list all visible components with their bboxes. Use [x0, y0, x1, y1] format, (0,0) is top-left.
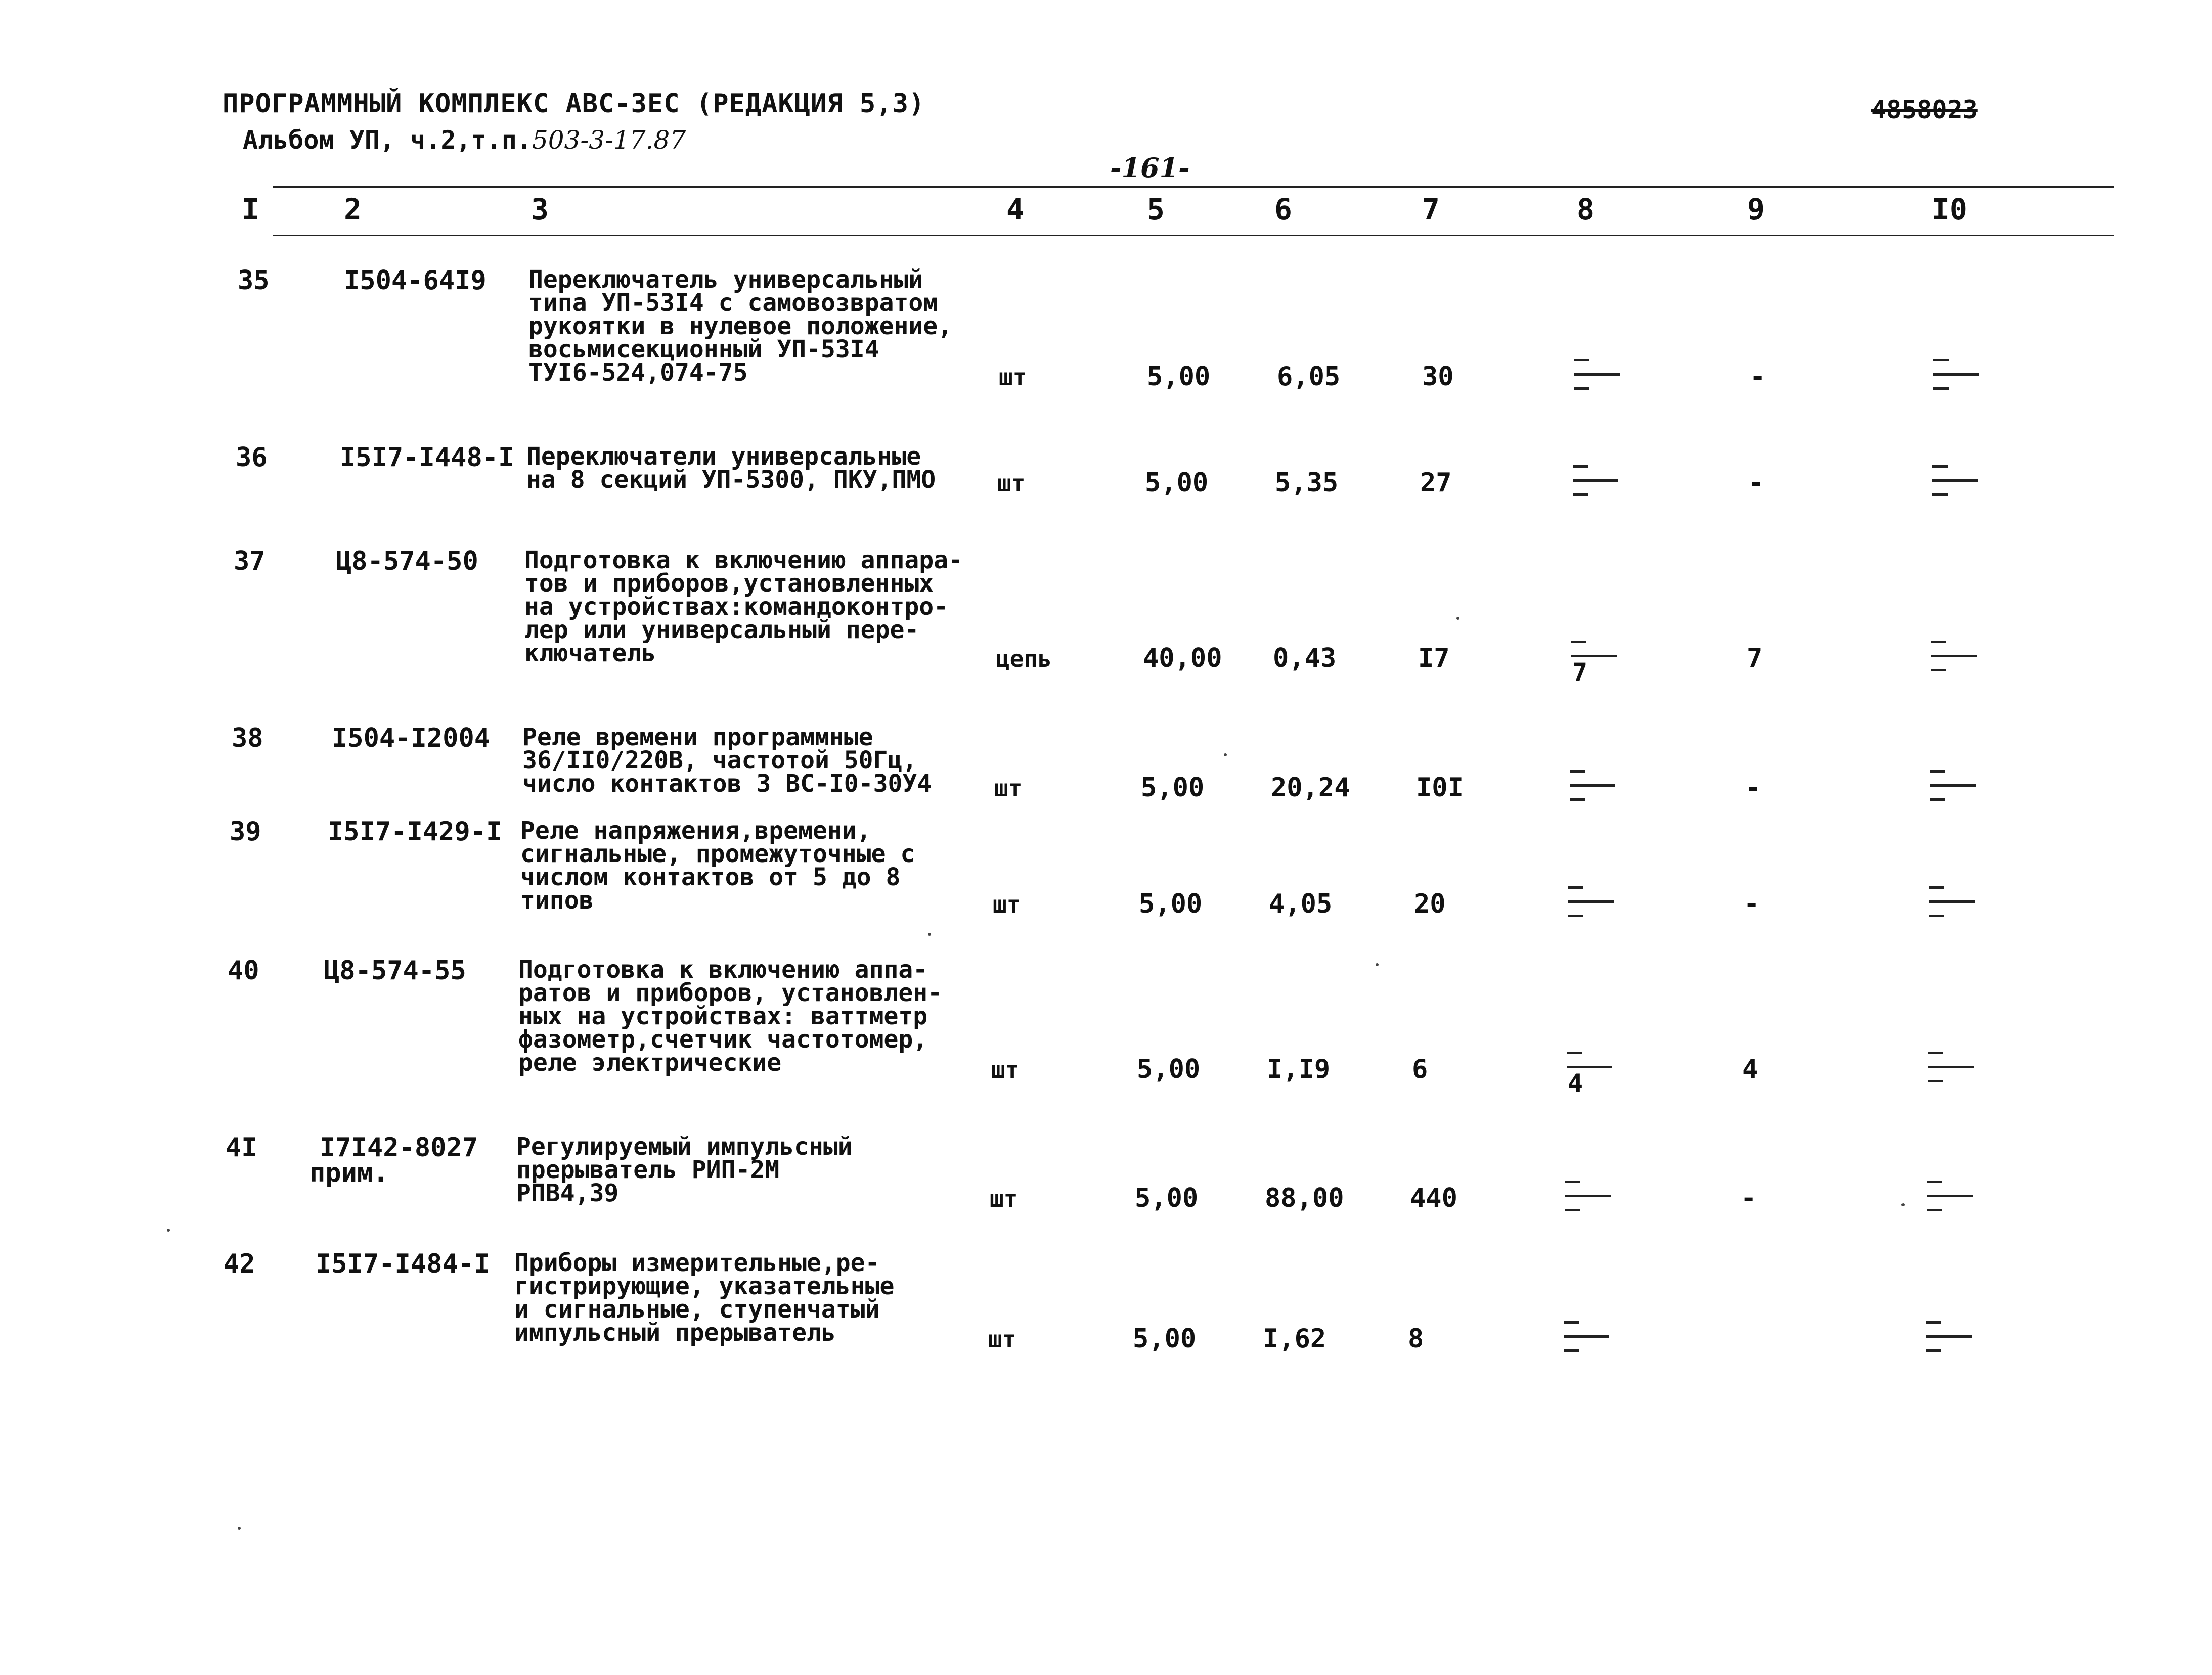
description-line: ных на устройствах: ваттметр	[518, 1002, 928, 1030]
scan-speck	[928, 933, 931, 936]
col-8-fraction-mark	[1564, 881, 1615, 937]
value-col-9: -	[1745, 773, 1761, 803]
program-complex-heading: ПРОГРАММНЫЙ КОМПЛЕКС АВС-3ЕС (РЕДАКЦИЯ 5,3)	[223, 88, 925, 119]
dash-stroke	[1567, 1066, 1612, 1068]
dash-stroke	[1930, 798, 1945, 801]
item-description	[524, 546, 980, 667]
col-10-fraction-mark	[1924, 1047, 1975, 1102]
value-col-5: 5,00	[1133, 1324, 1197, 1354]
dash-stroke	[1574, 387, 1589, 390]
dash-stroke	[1573, 465, 1588, 468]
item-description	[516, 1135, 971, 1205]
description-line: и сигнальные, ступенчатый	[514, 1295, 880, 1324]
description-line: РПВ4,39	[516, 1179, 619, 1207]
col-8-fraction-mark	[1570, 354, 1621, 410]
row-number: 38	[232, 723, 263, 753]
dash-stroke	[1568, 915, 1583, 917]
value-col-6: 0,43	[1273, 643, 1337, 673]
dash-stroke	[1930, 784, 1976, 787]
dash-stroke	[1926, 1349, 1941, 1352]
col-10-fraction-mark	[1929, 354, 1980, 410]
dash-stroke	[1565, 1209, 1580, 1211]
dash-stroke	[1574, 373, 1620, 376]
description-line: прерыватель РИП-2М	[516, 1156, 780, 1184]
value-col-7: I0I	[1416, 773, 1464, 803]
dash-stroke	[1564, 1349, 1579, 1352]
col-header-5: 5	[1147, 192, 1165, 227]
value-col-5: 5,00	[1147, 361, 1211, 392]
item-code: I5I7-I484-I	[316, 1249, 490, 1279]
value-col-7: I7	[1418, 643, 1450, 673]
item-code: I504-I2004	[332, 723, 491, 753]
dash-stroke	[1570, 798, 1585, 801]
dash-stroke	[1931, 655, 1977, 657]
value-col-5: 5,00	[1139, 889, 1203, 919]
scan-speck	[238, 1527, 241, 1530]
col-10-fraction-mark	[1927, 636, 1978, 691]
description-line: ратов и приборов, установлен-	[518, 979, 943, 1007]
col-header-6: 6	[1274, 192, 1292, 227]
description-line: Переключатели универсальные	[526, 442, 921, 471]
dash-stroke	[1929, 900, 1975, 903]
col-8-value: 4	[1568, 1069, 1583, 1098]
dash-stroke	[1930, 770, 1945, 773]
table-header-rule	[273, 235, 2114, 236]
col-10-fraction-mark	[1922, 1316, 1973, 1372]
dash-stroke	[1932, 479, 1978, 482]
row-number: 40	[228, 956, 259, 986]
album-reference	[243, 125, 686, 155]
dash-stroke	[1933, 373, 1979, 376]
description-line: сигнальные, промежуточные с	[520, 840, 915, 868]
dash-stroke	[1931, 669, 1946, 671]
item-description	[518, 956, 974, 1077]
description-line: Реле напряжения,времени,	[520, 817, 871, 845]
description-line: лер или универсальный пере-	[524, 616, 919, 644]
col-8-fraction-mark	[1560, 1316, 1610, 1372]
col-header-8: 8	[1577, 192, 1595, 227]
col-header-4: 4	[1006, 192, 1024, 227]
dash-stroke	[1570, 784, 1615, 787]
unit-of-measure: шт	[999, 364, 1027, 391]
value-col-7: 30	[1422, 361, 1454, 392]
page-number: -161-	[1110, 152, 1190, 184]
unit-of-measure: шт	[991, 1056, 1020, 1083]
dash-stroke	[1929, 915, 1944, 917]
dash-stroke	[1932, 465, 1948, 468]
value-col-7: 27	[1420, 468, 1452, 498]
col-10-fraction-mark	[1925, 881, 1976, 937]
row-number: 35	[238, 265, 270, 296]
description-line: на устройствах:командоконтро-	[524, 593, 949, 621]
description-line: Подготовка к включению аппара-	[524, 546, 963, 574]
dash-stroke	[1567, 1052, 1582, 1054]
value-col-9: -	[1744, 889, 1760, 919]
item-code: I504-64I9	[344, 265, 486, 296]
value-col-5: 5,00	[1137, 1054, 1201, 1084]
album-reference-prefix: Альбом УП, ч.2,т.п.	[243, 125, 532, 155]
value-col-5: 5,00	[1141, 773, 1205, 803]
unit-of-measure: шт	[988, 1326, 1016, 1353]
dash-stroke	[1568, 900, 1614, 903]
dash-stroke	[1926, 1321, 1941, 1324]
value-col-5: 5,00	[1135, 1183, 1199, 1213]
description-line: рукоятки в нулевое положение,	[528, 312, 953, 340]
item-description	[528, 265, 984, 387]
item-code-note: прим.	[309, 1158, 389, 1188]
description-line: 36/II0/220В, частотой 50Гц,	[522, 746, 917, 775]
value-col-9: 4	[1742, 1054, 1758, 1084]
value-col-7: 6	[1412, 1054, 1428, 1084]
scan-speck	[1456, 617, 1459, 620]
description-line: Переключатель универсальный	[528, 265, 923, 294]
document-number: 4858023	[1871, 95, 1978, 124]
value-col-9: -	[1750, 361, 1766, 392]
col-8-value: 7	[1572, 658, 1588, 687]
dash-stroke	[1571, 641, 1586, 643]
description-line: тов и приборов,установленных	[524, 569, 934, 598]
col-10-fraction-mark	[1923, 1175, 1974, 1231]
item-code: I5I7-I429-I	[328, 817, 502, 847]
description-line: Регулируемый импульсный	[516, 1133, 853, 1161]
dash-stroke	[1931, 641, 1946, 643]
description-line: ТУI6-524,074-75	[528, 358, 748, 387]
item-code: Ц8-574-55	[324, 956, 466, 986]
scan-speck	[167, 1229, 170, 1232]
value-col-6: I,62	[1263, 1324, 1326, 1354]
dash-stroke	[1574, 359, 1589, 361]
dash-stroke	[1927, 1181, 1942, 1183]
dash-stroke	[1573, 493, 1588, 496]
col-8-fraction-mark	[1567, 636, 1618, 691]
unit-of-measure: шт	[997, 470, 1026, 497]
col-header-1: I	[242, 192, 259, 227]
value-col-6: I,I9	[1267, 1054, 1331, 1084]
item-code: I7I42-8027	[320, 1133, 478, 1163]
value-col-7: 8	[1408, 1324, 1424, 1354]
dash-stroke	[1564, 1335, 1609, 1338]
scan-speck	[1901, 1203, 1905, 1206]
col-8-fraction-mark	[1563, 1047, 1613, 1102]
dash-stroke	[1573, 479, 1618, 482]
description-line: числом контактов от 5 до 8	[520, 863, 901, 891]
row-number: 42	[224, 1249, 255, 1279]
dash-stroke	[1570, 770, 1585, 773]
item-description	[520, 817, 976, 915]
dash-stroke	[1565, 1195, 1611, 1197]
description-line: число контактов 3 ВС-I0-30У4	[522, 769, 932, 798]
dash-stroke	[1933, 387, 1949, 390]
description-line: Приборы измерительные,ре-	[514, 1249, 880, 1277]
value-col-5: 5,00	[1145, 468, 1209, 498]
value-col-6: 6,05	[1277, 361, 1341, 392]
dash-stroke	[1927, 1209, 1942, 1211]
value-col-7: 440	[1410, 1183, 1457, 1213]
col-header-7: 7	[1422, 192, 1440, 227]
row-number: 4I	[226, 1133, 257, 1163]
value-col-6: 88,00	[1265, 1183, 1344, 1213]
unit-of-measure: шт	[990, 1185, 1018, 1212]
description-line: фазометр,счетчик частотомер,	[518, 1025, 928, 1054]
col-10-fraction-mark	[1928, 460, 1979, 516]
dash-stroke	[1929, 886, 1944, 889]
description-line: типов	[520, 886, 594, 915]
value-col-9: -	[1748, 468, 1764, 498]
value-col-9: 7	[1747, 643, 1763, 673]
value-col-6: 20,24	[1271, 773, 1350, 803]
col-10-fraction-mark	[1926, 765, 1977, 821]
dash-stroke	[1928, 1080, 1943, 1082]
col-header-10: I0	[1932, 192, 1967, 227]
row-number: 39	[230, 817, 261, 847]
col-8-fraction-mark	[1566, 765, 1616, 821]
unit-of-measure: шт	[993, 891, 1021, 918]
description-line: гистрирующие, указательные	[514, 1272, 895, 1300]
description-line: восьмисекционный УП-53I4	[528, 335, 879, 364]
col-header-2: 2	[344, 192, 362, 227]
item-code: I5I7-I448-I	[340, 442, 514, 473]
item-description	[514, 1249, 969, 1347]
value-col-6: 4,05	[1269, 889, 1333, 919]
col-header-3: 3	[531, 192, 549, 227]
row-number: 37	[234, 546, 266, 576]
unit-of-measure: цепь	[996, 645, 1052, 672]
album-reference-handwritten: 503-3-17.87	[532, 125, 686, 155]
dash-stroke	[1571, 655, 1617, 657]
dash-stroke	[1568, 886, 1583, 889]
col-header-9: 9	[1747, 192, 1765, 227]
scan-speck	[1224, 753, 1227, 756]
dash-stroke	[1933, 359, 1949, 361]
dash-stroke	[1928, 1052, 1943, 1054]
description-line: типа УП-53I4 с самовозвратом	[528, 289, 938, 317]
description-line: ключатель	[524, 639, 656, 667]
description-line: импульсный прерыватель	[514, 1319, 836, 1347]
table-top-rule	[273, 186, 2114, 188]
description-line: реле электрические	[518, 1049, 782, 1077]
description-line: Подготовка к включению аппа-	[518, 956, 928, 984]
description-line: на 8 секций УП-5300, ПКУ,ПМО	[526, 466, 936, 494]
scan-speck	[1376, 963, 1379, 966]
dash-stroke	[1926, 1335, 1972, 1338]
col-8-fraction-mark	[1569, 460, 1619, 516]
dash-stroke	[1564, 1321, 1579, 1324]
value-col-5: 40,00	[1143, 643, 1222, 673]
description-line: Реле времени программные	[522, 723, 873, 751]
row-number: 36	[236, 442, 268, 473]
dash-stroke	[1927, 1195, 1973, 1197]
value-col-9: -	[1741, 1183, 1757, 1213]
value-col-7: 20	[1414, 889, 1446, 919]
value-col-6: 5,35	[1275, 468, 1339, 498]
dash-stroke	[1928, 1066, 1974, 1068]
item-description	[526, 442, 982, 494]
item-description	[522, 723, 978, 798]
col-8-fraction-mark	[1561, 1175, 1612, 1231]
item-code: Ц8-574-50	[336, 546, 478, 576]
unit-of-measure: шт	[994, 775, 1023, 802]
dash-stroke	[1565, 1181, 1580, 1183]
dash-stroke	[1932, 493, 1948, 496]
